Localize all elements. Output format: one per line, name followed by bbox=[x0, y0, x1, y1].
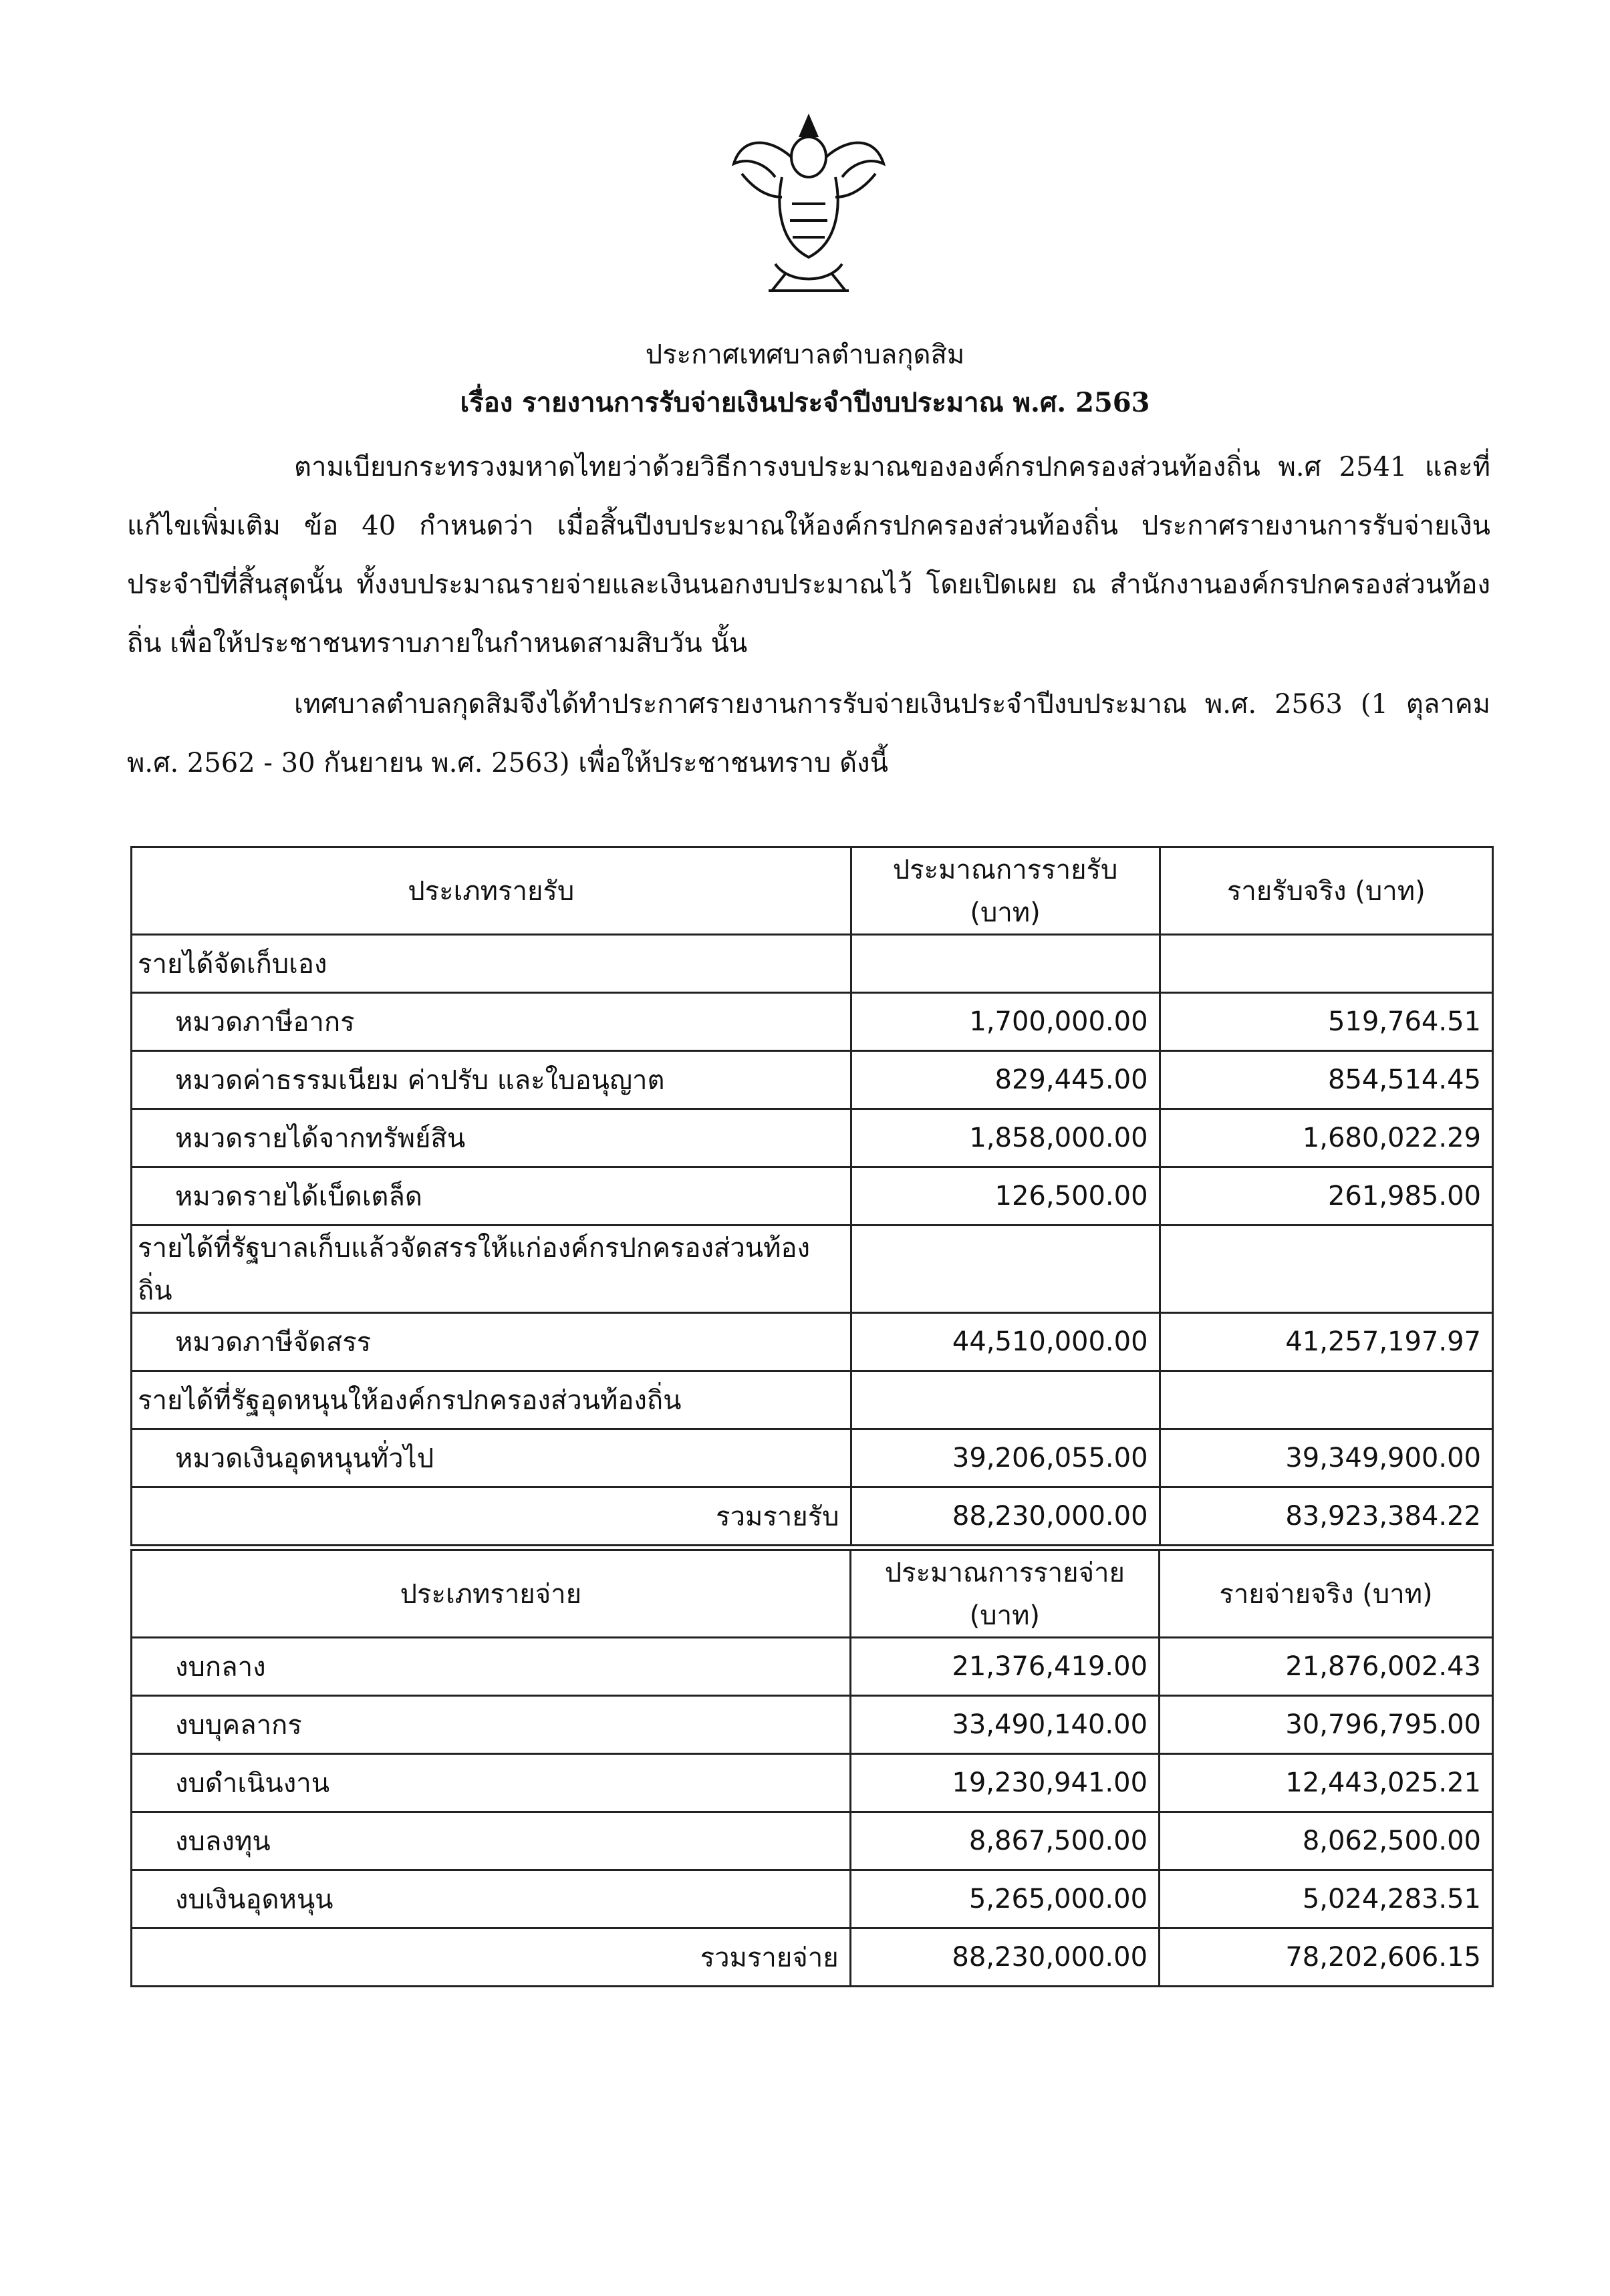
garuda-emblem-icon bbox=[728, 110, 889, 304]
announcement-subject: เรื่อง รายงานการรับจ่ายเงินประจำปีงบประมาณ พ.ศ. 2563 bbox=[460, 387, 1150, 418]
table-row bbox=[132, 1109, 1493, 1167]
row-estimate: 126,500.00 bbox=[851, 1167, 1160, 1226]
row-actual bbox=[1160, 935, 1492, 993]
expense-header-type: ประเภทรายจ่าย bbox=[132, 1550, 851, 1638]
row-label: หมวดค่าธรรมเนียม ค่าปรับ และใบอนุญาต bbox=[132, 1051, 851, 1109]
income-table bbox=[130, 846, 1494, 1546]
row-actual: 519,764.51 bbox=[1160, 993, 1492, 1051]
total-label: รวมรายจ่าย bbox=[132, 1928, 851, 1987]
announcement-title: ประกาศเทศบาลตำบลกุดสิม bbox=[645, 339, 965, 370]
table-row bbox=[132, 993, 1493, 1051]
row-actual: 30,796,795.00 bbox=[1160, 1696, 1493, 1754]
income-header-row bbox=[132, 847, 1493, 935]
income-header-actual: รายรับจริง (บาท) bbox=[1160, 847, 1492, 935]
row-label: หมวดเงินอุดหนุนทั่วไป bbox=[132, 1429, 851, 1487]
row-estimate: 33,490,140.00 bbox=[850, 1696, 1159, 1754]
row-estimate bbox=[851, 1226, 1160, 1313]
row-actual: 39,349,900.00 bbox=[1160, 1429, 1492, 1487]
row-label: หมวดรายได้จากทรัพย์สิน bbox=[132, 1109, 851, 1167]
row-estimate: 829,445.00 bbox=[851, 1051, 1160, 1109]
table-row bbox=[132, 1870, 1493, 1928]
expense-header-actual: รายจ่ายจริง (บาท) bbox=[1160, 1550, 1493, 1638]
total-actual: 78,202,606.15 bbox=[1160, 1928, 1493, 1987]
row-actual: 12,443,025.21 bbox=[1160, 1754, 1493, 1812]
table-row bbox=[132, 1313, 1493, 1371]
row-estimate: 5,265,000.00 bbox=[850, 1870, 1159, 1928]
row-estimate: 19,230,941.00 bbox=[850, 1754, 1159, 1812]
row-estimate: 8,867,500.00 bbox=[850, 1812, 1159, 1870]
row-estimate: 39,206,055.00 bbox=[851, 1429, 1160, 1487]
row-actual: 21,876,002.43 bbox=[1160, 1638, 1493, 1696]
row-label: หมวดรายได้เบ็ดเตล็ด bbox=[132, 1167, 851, 1226]
row-estimate bbox=[851, 1371, 1160, 1429]
table-row bbox=[132, 1226, 1493, 1313]
row-actual bbox=[1160, 1226, 1492, 1313]
table-row bbox=[132, 1167, 1493, 1226]
row-estimate: 44,510,000.00 bbox=[851, 1313, 1160, 1371]
row-estimate: 21,376,419.00 bbox=[850, 1638, 1159, 1696]
row-label: รายได้ที่รัฐบาลเก็บแล้วจัดสรรให้แก่องค์กรปกครองส่วนท้องถิ่น bbox=[132, 1226, 851, 1313]
expense-table bbox=[130, 1549, 1494, 1987]
table-row bbox=[132, 1696, 1493, 1754]
row-label: งบกลาง bbox=[132, 1638, 851, 1696]
row-label: งบลงทุน bbox=[132, 1812, 851, 1870]
table-row bbox=[132, 935, 1493, 993]
income-header-type: ประเภทรายรับ bbox=[132, 847, 851, 935]
table-row bbox=[132, 1051, 1493, 1109]
total-estimate: 88,230,000.00 bbox=[851, 1487, 1160, 1546]
table-row bbox=[132, 1371, 1493, 1429]
table-row bbox=[132, 1429, 1493, 1487]
row-label: งบเงินอุดหนุน bbox=[132, 1870, 851, 1928]
row-estimate: 1,858,000.00 bbox=[851, 1109, 1160, 1167]
total-estimate: 88,230,000.00 bbox=[850, 1928, 1159, 1987]
table-row bbox=[132, 1754, 1493, 1812]
expense-total-row bbox=[132, 1928, 1493, 1987]
row-label: รายได้จัดเก็บเอง bbox=[132, 935, 851, 993]
total-actual: 83,923,384.22 bbox=[1160, 1487, 1492, 1546]
row-actual: 41,257,197.97 bbox=[1160, 1313, 1492, 1371]
row-actual: 5,024,283.51 bbox=[1160, 1870, 1493, 1928]
expense-header-row bbox=[132, 1550, 1493, 1638]
body-paragraph-2: เทศบาลตำบลกุดสิมจึงได้ทำประกาศรายงานการรับจ่ายเงินประจำปีงบประมาณ พ.ศ. 2563 (1 ตุลาคม พ.ศ. 2562 - 30 กันยายน พ.ศ. 2563) เพื่อให้ประชาชนทราบ ดังนี้ bbox=[127, 689, 1490, 778]
table-row bbox=[132, 1812, 1493, 1870]
total-label: รวมรายรับ bbox=[132, 1487, 851, 1546]
income-header-estimate: ประมาณการรายรับ (บาท) bbox=[851, 847, 1160, 935]
row-actual: 1,680,022.29 bbox=[1160, 1109, 1492, 1167]
row-label: หมวดภาษีจัดสรร bbox=[132, 1313, 851, 1371]
table-row bbox=[132, 1638, 1493, 1696]
row-actual: 8,062,500.00 bbox=[1160, 1812, 1493, 1870]
row-estimate bbox=[851, 935, 1160, 993]
row-label: งบดำเนินงาน bbox=[132, 1754, 851, 1812]
expense-header-estimate: ประมาณการรายจ่าย (บาท) bbox=[850, 1550, 1159, 1638]
body-paragraph-1: ตามเบียบกระทรวงมหาดไทยว่าด้วยวิธีการงบประมาณขององค์กรปกครองส่วนท้องถิ่น พ.ศ 2541 และที่แก้ไขเพิ่มเติม ข้อ 40 กำหนดว่า เมื่อสิ้นปีงบประมาณให้องค์กรปกครองส่วนท้องถิ่น ประกาศรายงานการรับจ่ายเงินประจำปีที่สิ้นสุดนั้น ทั้งงบประมาณรายจ่ายและเงินนอกงบประมาณไว้ โดยเปิดเผย ณ สำนักงานองค์กรปกครองส่วนท้องถิ่น เพื่อให้ประชาชนทราบภายในกำหนดสามสิบวัน นั้น bbox=[127, 452, 1490, 659]
row-actual bbox=[1160, 1371, 1492, 1429]
row-label: รายได้ที่รัฐอุดหนุนให้องค์กรปกครองส่วนท้องถิ่น bbox=[132, 1371, 851, 1429]
row-estimate: 1,700,000.00 bbox=[851, 993, 1160, 1051]
row-actual: 261,985.00 bbox=[1160, 1167, 1492, 1226]
row-label: งบบุคลากร bbox=[132, 1696, 851, 1754]
income-total-row bbox=[132, 1487, 1493, 1546]
row-label: หมวดภาษีอากร bbox=[132, 993, 851, 1051]
row-actual: 854,514.45 bbox=[1160, 1051, 1492, 1109]
